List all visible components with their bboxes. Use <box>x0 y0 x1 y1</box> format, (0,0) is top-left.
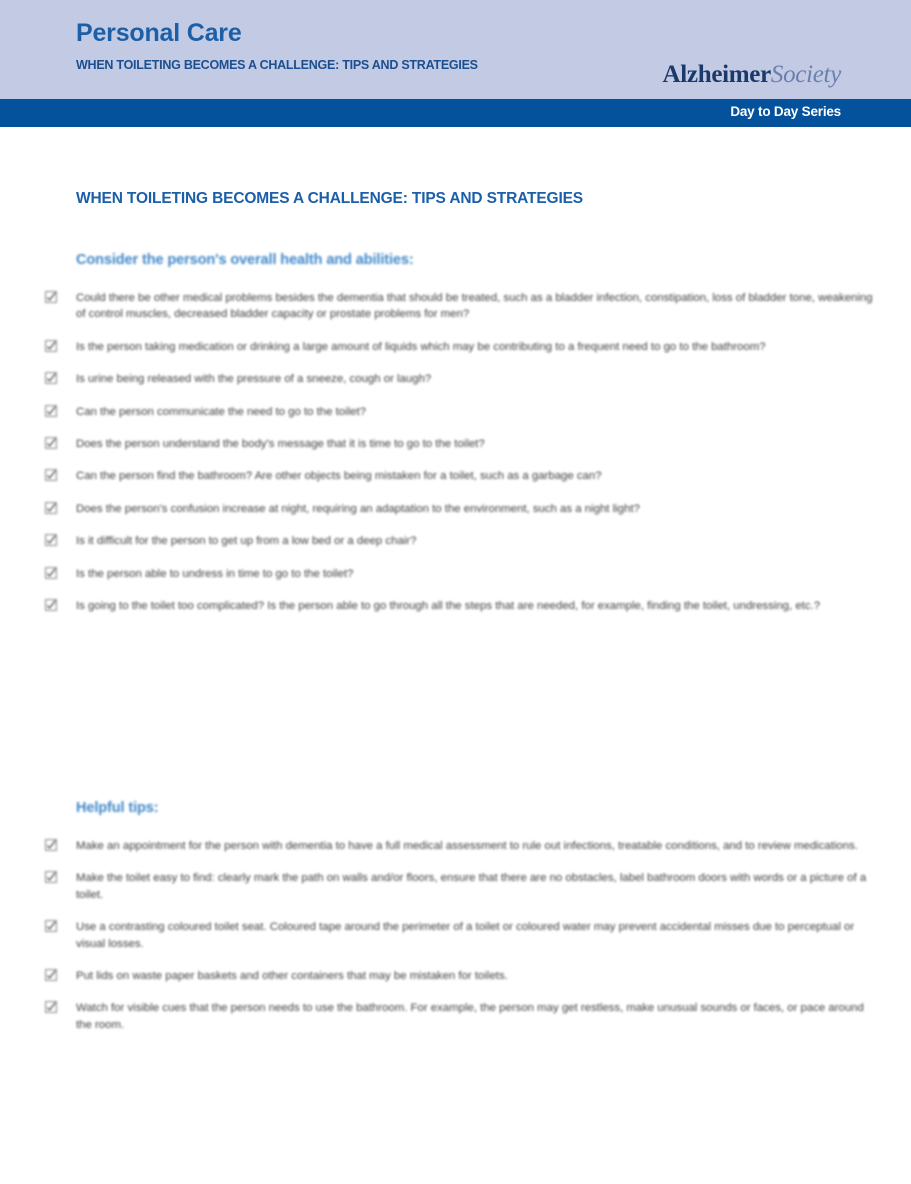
section-health-and-abilities <box>0 252 911 614</box>
list-item <box>0 968 911 984</box>
list-item <box>0 533 911 549</box>
checkbox-check-icon <box>45 340 57 352</box>
checkbox-check-icon <box>45 469 57 481</box>
checklist-helpful-tips <box>0 838 911 1033</box>
list-item-text: Does the person's confusion increase at night, requiring an adaptation to the environment, such as a night light? <box>76 502 640 515</box>
list-item-text: Use a contrasting coloured toilet seat. Coloured tape around the perimeter of a toilet or coloured water may prevent accidental misses due to perceptual or visual losses. <box>76 921 855 950</box>
series-band <box>0 99 911 127</box>
checkbox-check-icon <box>45 372 57 384</box>
list-item <box>0 404 911 420</box>
list-item-text: Is it difficult for the person to get up from a low bed or a deep chair? <box>76 535 417 548</box>
document-header <box>0 0 911 99</box>
list-item <box>0 501 911 517</box>
checkbox-check-icon <box>45 534 57 546</box>
list-item-text: Put lids on waste paper baskets and other containers that may be mistaken for toilets. <box>76 970 508 983</box>
logo-secondary-text: Society <box>770 61 841 88</box>
checkbox-check-icon <box>45 291 57 303</box>
list-item-text: Watch for visible cues that the person needs to use the bathroom. For example, the person may get restless, make unusual sounds or faces, or pace around the room. <box>76 1002 864 1031</box>
list-item-text: Make the toilet easy to find: clearly mark the path on walls and/or floors, ensure that there are no obstacles, label bathroom doors with words or a picture of a toilet. <box>76 872 867 901</box>
list-item <box>0 919 911 952</box>
list-item-text: Is the person taking medication or drinking a large amount of liquids which may be contributing to a frequent need to go to the bathroom? <box>76 340 766 353</box>
list-item <box>0 468 911 484</box>
list-item-text: Can the person find the bathroom? Are other objects being mistaken for a toilet, such as a garbage can? <box>76 470 602 483</box>
section-heading: Consider the person's overall health and abilities: <box>76 252 414 268</box>
list-item-text: Could there be other medical problems besides the dementia that should be treated, such as a bladder infection, constipation, loss of bladder tone, weakening of control muscles, decreased bladder capacity or prostate problems for men? <box>76 292 873 321</box>
list-item <box>0 870 911 903</box>
list-item <box>0 371 911 387</box>
list-item-text: Make an appointment for the person with dementia to have a full medical assessment to rule out infections, treatable conditions, and to review medications. <box>76 840 858 852</box>
section-helpful-tips <box>0 800 911 1033</box>
alzheimer-society-logo <box>663 61 841 89</box>
section-heading: Helpful tips: <box>76 800 159 816</box>
list-item-text: Can the person communicate the need to go to the toilet? <box>76 405 367 418</box>
checkbox-check-icon <box>45 920 57 932</box>
checkbox-check-icon <box>45 969 57 981</box>
list-item-text: Is the person able to undress in time to go to the toilet? <box>76 567 354 580</box>
checkbox-check-icon <box>45 405 57 417</box>
checkbox-check-icon <box>45 871 57 883</box>
series-label: Day to Day Series <box>730 104 841 119</box>
list-item <box>0 838 911 854</box>
header-title-group <box>76 20 478 72</box>
page-title: WHEN TOILETING BECOMES A CHALLENGE: TIPS AND STRATEGIES <box>76 190 583 207</box>
checkbox-check-icon <box>45 502 57 514</box>
list-item <box>0 1000 911 1033</box>
list-item <box>0 566 911 582</box>
checkbox-check-icon <box>45 839 57 851</box>
list-item-text: Does the person understand the body's message that it is time to go to the toilet? <box>76 438 485 451</box>
checkbox-check-icon <box>45 1001 57 1013</box>
document-title: Personal Care <box>76 19 242 47</box>
document-subtitle: WHEN TOILETING BECOMES A CHALLENGE: TIPS AND STRATEGIES <box>76 57 478 72</box>
list-item <box>0 436 911 452</box>
checkbox-check-icon <box>45 599 57 611</box>
list-item <box>0 290 911 323</box>
list-item-text: Is urine being released with the pressure of a sneeze, cough or laugh? <box>76 373 432 386</box>
list-item-text: Is going to the toilet too complicated? Is the person able to go through all the steps that are needed, for example, finding the toilet, undressing, etc.? <box>76 600 821 613</box>
logo-primary-text: Alzheimer <box>662 61 771 88</box>
checkbox-check-icon <box>45 567 57 579</box>
list-item <box>0 339 911 355</box>
checkbox-check-icon <box>45 437 57 449</box>
list-item <box>0 598 911 614</box>
checklist-health-and-abilities <box>0 290 911 614</box>
